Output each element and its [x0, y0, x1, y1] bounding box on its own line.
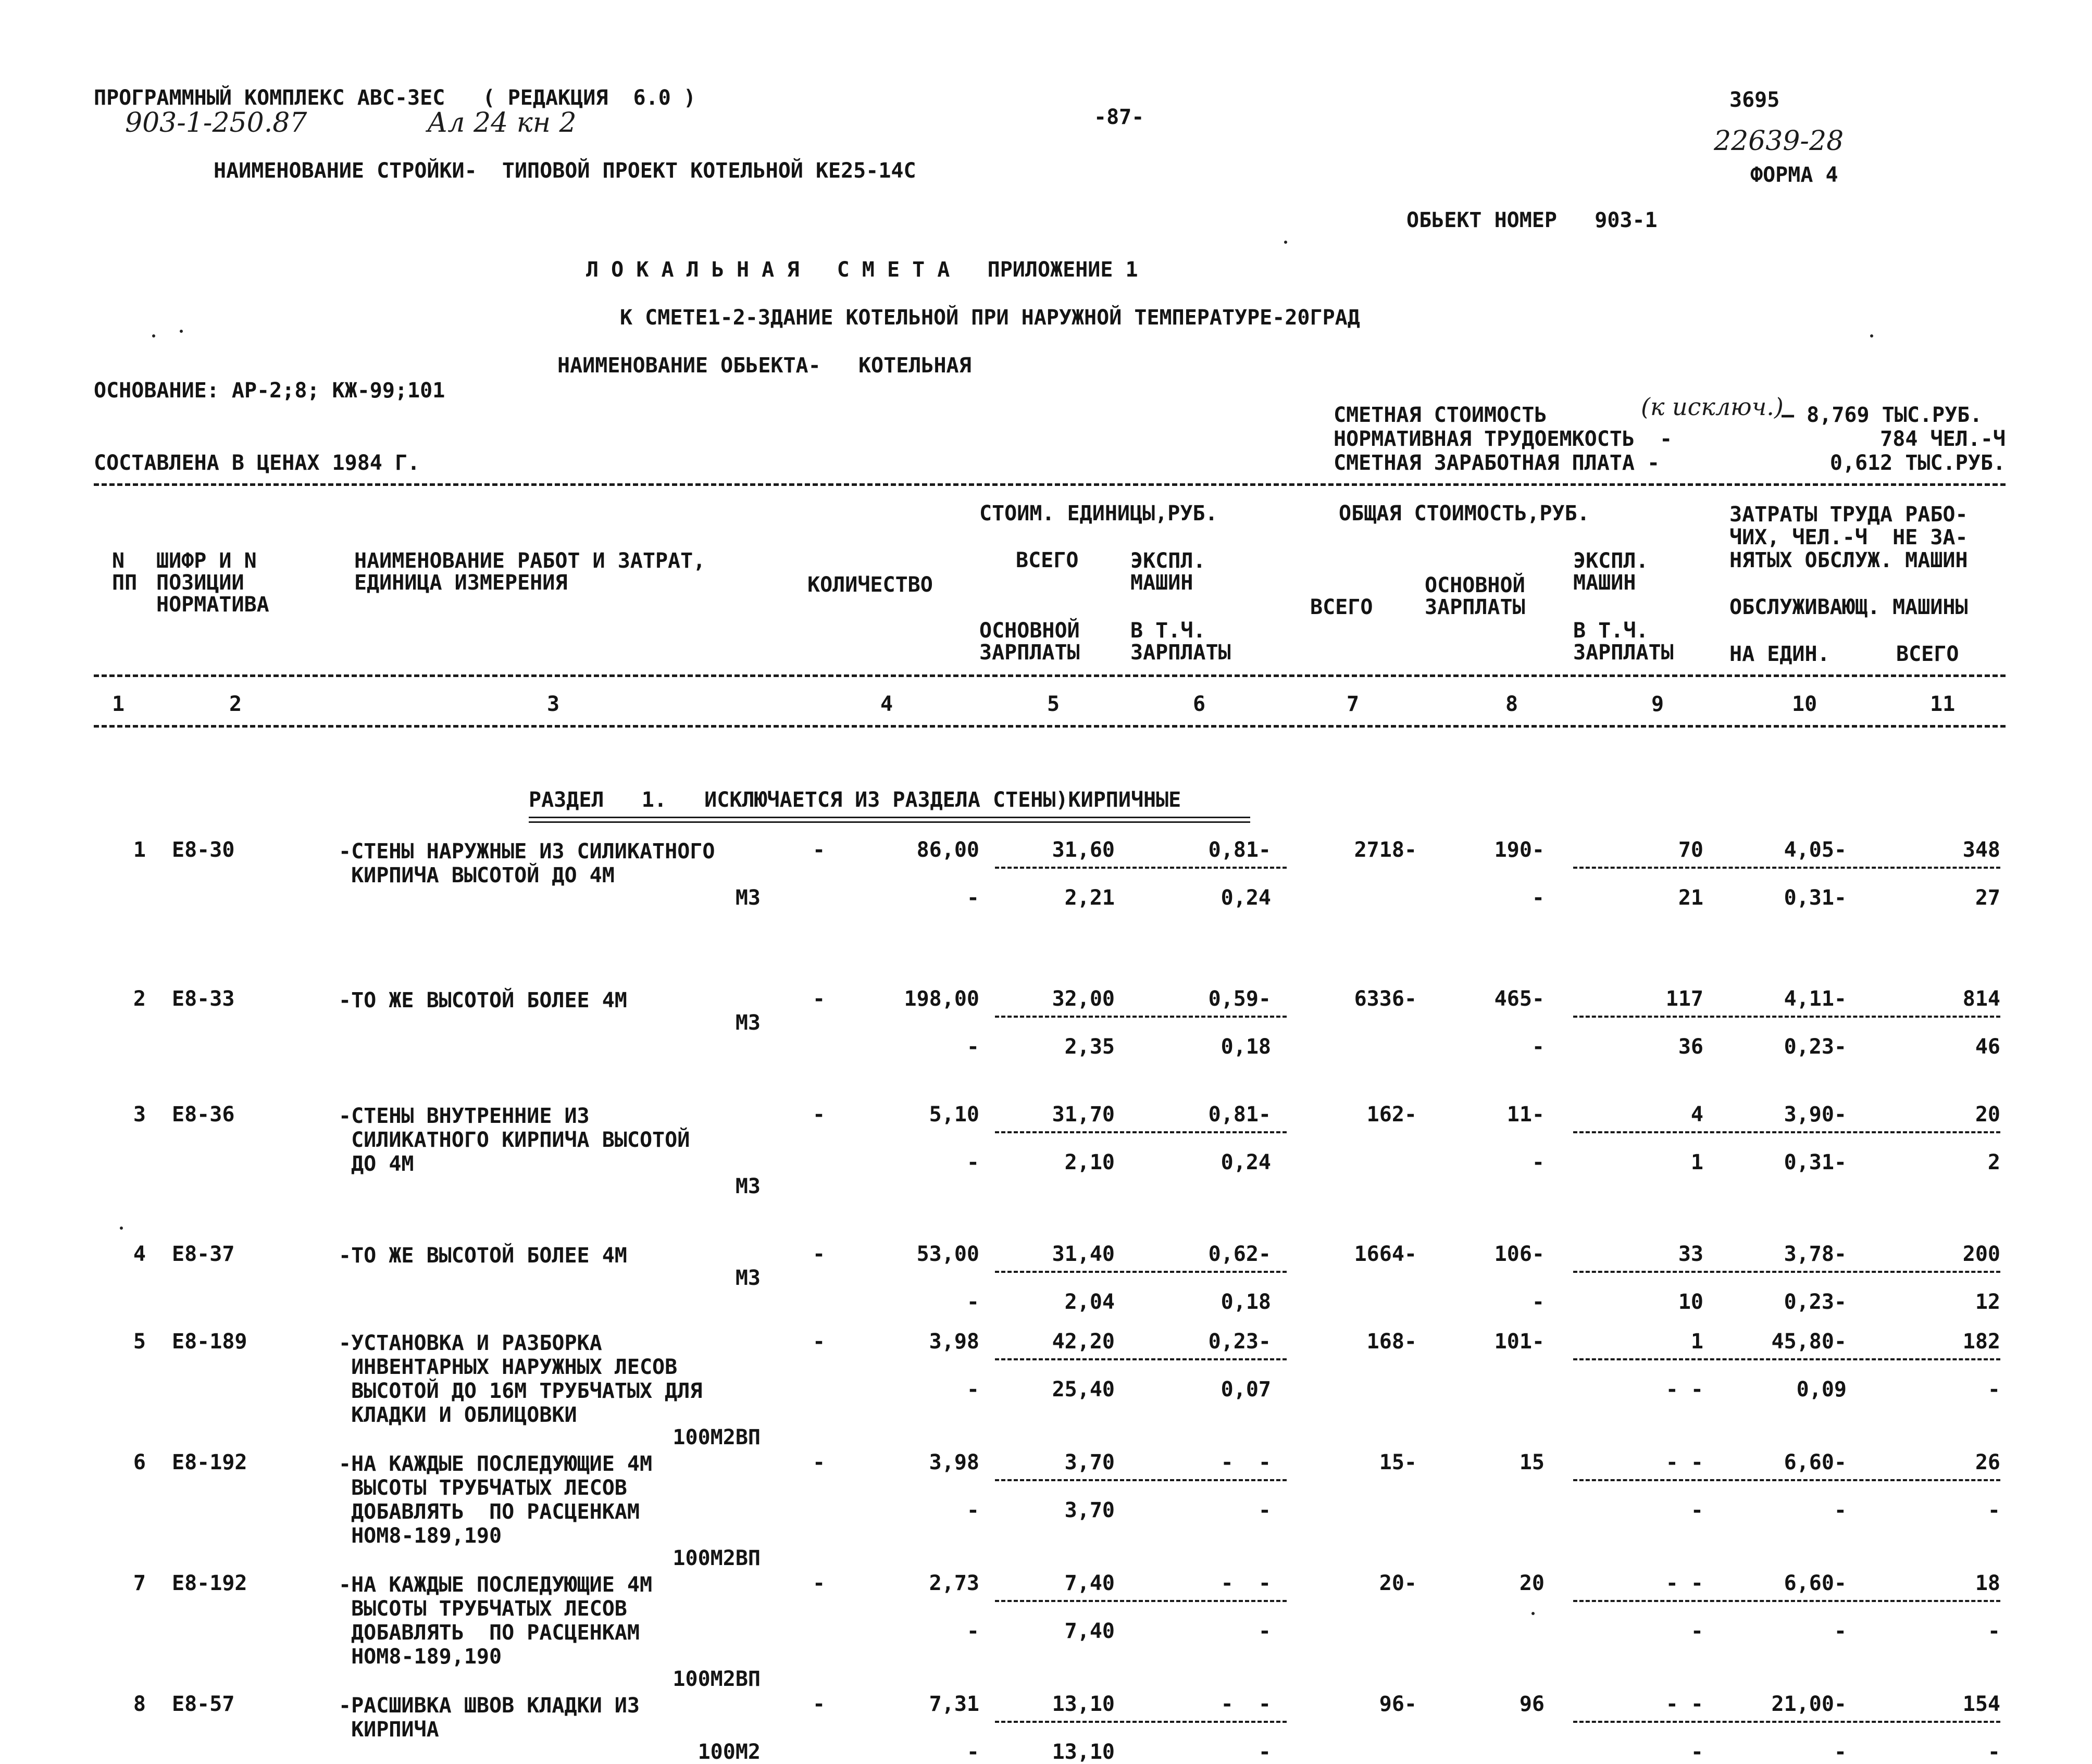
object-name: HAИMEHOBAHИE OБЬEKTA- KOTEЛЬHAЯ [557, 354, 972, 378]
cell-c5: 3,70 [1064, 1450, 1115, 1474]
cell-qty: 3,98 [929, 1330, 979, 1354]
row-unit: M3 [735, 1174, 761, 1198]
row-number: 2 [133, 987, 146, 1011]
cell-divider [995, 867, 1287, 869]
cell-divider [995, 1479, 1287, 1481]
column-number: 4 [880, 692, 893, 716]
cell-divider [995, 1358, 1287, 1360]
cell-qty: 7,31 [929, 1692, 979, 1716]
group-header-unit-cost: CTOИM. EДИHИЦЫ,PУБ. [979, 502, 1218, 526]
row-name: -CTEHЫ BHУTPEHHИE ИЗ CИЛИKATHOГO KИPПИЧA BЫCOTOЙ ДO 4M [339, 1104, 690, 1176]
cell-c9-2: 21 [1678, 886, 1703, 910]
header-rule-top [94, 483, 2006, 486]
column-number: 9 [1651, 692, 1664, 716]
cell-c11: 18 [1975, 1571, 2000, 1595]
col-header-code: ШИФP И N ПOЗИЦИИ HOPMATИBA [156, 549, 269, 617]
cell-divider [1573, 1016, 2000, 1018]
cell-c5-2: 2,04 [1064, 1290, 1115, 1314]
row-number: 5 [133, 1330, 146, 1354]
cell-c11-2: - [1987, 1378, 2000, 1402]
cell-c11-2: 12 [1975, 1290, 2000, 1314]
header-rule-mid [94, 674, 2006, 677]
basis-line: OCHOBAHИE: AP-2;8; KЖ-99;101 [94, 379, 445, 403]
column-number: 8 [1505, 692, 1518, 716]
column-number: 11 [1930, 692, 1956, 716]
row-unit: 100M2BП [673, 1667, 761, 1691]
column-number: 7 [1347, 692, 1360, 716]
row-code: E8-189 [172, 1330, 247, 1354]
construction-name: HAИMEHOBAHИE CTPOЙKИ- TИПOBOЙ ПPOEKT KOTEЛЬHOЙ KE25-14C [214, 159, 916, 183]
program-title: ПPOГPAMMHЫЙ KOMПЛEKC ABC-3EC ( PEДAKЦИЯ 6.0 ) [94, 86, 696, 110]
cell-divider [1573, 1358, 2000, 1360]
cell-c11: 200 [1962, 1242, 2000, 1266]
cell-c6-2: 0,24 [1221, 1150, 1271, 1174]
row-number: 6 [133, 1450, 146, 1474]
cell-divider [1573, 1271, 2000, 1273]
column-number: 6 [1193, 692, 1206, 716]
cell-c11-2: 46 [1975, 1035, 2000, 1059]
cell-c9: 4 [1690, 1103, 1703, 1127]
cell-c10-2: 0,23- [1784, 1290, 1847, 1314]
row-number: 1 [133, 838, 146, 862]
cell-c9-2: - [1690, 1740, 1703, 1764]
cell-c11-2: 2 [1987, 1150, 2000, 1174]
cell-c9: 117 [1665, 987, 1703, 1011]
row-code: E8-33 [172, 987, 235, 1011]
cell-c8: 465- [1494, 987, 1545, 1011]
row-name: -УCTAHOBKA И PAЗБOPKA ИHBEHTAPHЫX HAPУЖHЫX ЛECOB BЫCOTOЙ ДO 16M TPУБЧATЫX ДЛЯ KЛAДKИ И OБЛИЦOBKИ [339, 1331, 703, 1427]
cell-c9: - - [1665, 1571, 1703, 1595]
cell-qty-2: - [966, 886, 979, 910]
row-name: -TO ЖE BЫCOTOЙ БOЛEE 4M [339, 989, 627, 1012]
cell-c10: 6,60- [1784, 1450, 1847, 1474]
row-code: E8-37 [172, 1242, 235, 1266]
cell-qty-2: - [966, 1740, 979, 1764]
column-number: 5 [1047, 692, 1060, 716]
group-header-labor-bottom: OБCЛУЖИBAЮЩ. MAШИHЫ [1729, 595, 1968, 619]
row-name: -HA KAЖДЫE ПOCЛEДУЮЩИE 4M BЫCOTЫ TPУБЧATЫX ЛECOB ДOБABЛЯTЬ ПO PACЦEHKAM HOM8-189,190 [339, 1452, 653, 1548]
cell-qty: 53,00 [916, 1242, 979, 1266]
cell-divider [1573, 1600, 2000, 1602]
sheet-code: 3695 [1729, 88, 1780, 112]
cell-qty: 5,10 [929, 1103, 979, 1127]
cell-c10-2: - [1834, 1498, 1847, 1522]
cell-c5: 32,00 [1052, 987, 1115, 1011]
cell-c10: 21,00- [1771, 1692, 1847, 1716]
labor-label: HOPMATИBHAЯ TPУДOEMKOCTЬ - [1334, 427, 1673, 451]
row-number: 8 [133, 1692, 146, 1716]
cost-handwritten: (к исключ.) [1641, 393, 1784, 421]
cell-c9-2: - - [1665, 1378, 1703, 1402]
object-number: OБЬEKT HOMEP 903-1 [1406, 208, 1658, 232]
cell-c8: 106- [1494, 1242, 1545, 1266]
cell-c6-2: - [1258, 1619, 1271, 1643]
cell-c9: 70 [1678, 838, 1703, 862]
cell-c6: - - [1221, 1450, 1271, 1474]
cell-c6: 0,23- [1208, 1330, 1271, 1354]
group-header-total-cost: OБЩAЯ CTOИMOCTЬ,PУБ. [1339, 502, 1590, 526]
section-underline [529, 817, 1250, 823]
section-title: PA3ДEЛ 1. ИCKЛЮЧAETCЯ ИЗ PA3ДEЛA CTEHЫ)KИPПИЧHЫE [529, 788, 1181, 812]
col-header-8: OCHOBHOЙ 3APПЛATЫ [1425, 573, 1525, 619]
cell-c9: 1 [1690, 1330, 1703, 1354]
cell-c5-2: 7,40 [1064, 1619, 1115, 1643]
row-number: 3 [133, 1103, 146, 1127]
cell-divider [995, 1271, 1287, 1273]
cell-c10-2: 0,23- [1784, 1035, 1847, 1059]
cell-c10-2: 0,31- [1784, 886, 1847, 910]
cell-qty-2: - [966, 1035, 979, 1059]
cell-c5: 31,40 [1052, 1242, 1115, 1266]
cell-c11: 348 [1962, 838, 2000, 862]
col-header-10: HA EДИH. [1729, 642, 1830, 666]
cell-c9-2: 1 [1690, 1150, 1703, 1174]
handwritten-number: 22639-28 [1714, 126, 1844, 157]
cost-label: CMETHAЯ CTOИMOCTЬ [1334, 403, 1547, 427]
row-unit: M3 [735, 886, 761, 910]
handwritten-album: Ал 24 кн 2 [427, 107, 577, 139]
cell-c5-2: 3,70 [1064, 1498, 1115, 1522]
row-unit: 100M2BП [673, 1546, 761, 1570]
cell-qty: 198,00 [904, 987, 979, 1011]
row-dash-marker: - [813, 1330, 826, 1354]
cell-c5: 31,60 [1052, 838, 1115, 862]
form-label: ФOPMA 4 [1750, 163, 1838, 187]
cell-c9-2: - [1690, 1498, 1703, 1522]
col-header-quantity: KOЛИЧECTBO [807, 573, 933, 597]
cell-c6: 0,62- [1208, 1242, 1271, 1266]
cell-c11-2: - [1987, 1619, 2000, 1643]
cell-c11: 814 [1962, 987, 2000, 1011]
scan-speck [152, 334, 155, 337]
col-header-11: BCEГO [1896, 642, 1959, 666]
row-name: -PACШИBKA ШBOB KЛAДKИ ИЗ KИPПИЧA [339, 1694, 640, 1742]
cell-c8-2: - [1531, 1290, 1545, 1314]
cell-c11: 182 [1962, 1330, 2000, 1354]
cell-c7: 96- [1379, 1692, 1417, 1716]
cell-c9: - - [1665, 1450, 1703, 1474]
cell-c8: 15 [1519, 1450, 1545, 1474]
scan-speck [180, 330, 183, 333]
col-header-6-top: ЭKCПЛ. MAШИH [1130, 549, 1206, 595]
cell-c6: - - [1221, 1571, 1271, 1595]
column-number: 3 [547, 692, 560, 716]
cell-c11: 26 [1975, 1450, 2000, 1474]
header-rule-bottom [94, 725, 2006, 728]
estimate-title: Л O K A Л Ь H A Я C M E T A ПPИЛOЖEHИE 1 [586, 258, 1138, 282]
col-header-n: N ПП [112, 549, 138, 595]
cell-c9: - - [1665, 1692, 1703, 1716]
cell-c9-2: 10 [1678, 1290, 1703, 1314]
cell-c5: 13,10 [1052, 1692, 1115, 1716]
cell-qty: 86,00 [916, 838, 979, 862]
cell-c6-2: 0,24 [1221, 886, 1271, 910]
cell-c11-2: - [1987, 1498, 2000, 1522]
cell-c10-2: 0,31- [1784, 1150, 1847, 1174]
cell-c7: 1664- [1354, 1242, 1417, 1266]
col-header-7: BCEГO [1310, 595, 1373, 619]
cell-c5-2: 2,35 [1064, 1035, 1115, 1059]
cell-c6-2: 0,07 [1221, 1378, 1271, 1402]
row-unit: 100M2BП [673, 1425, 761, 1449]
cell-c10: 4,11- [1784, 987, 1847, 1011]
row-unit: M3 [735, 1011, 761, 1035]
row-number: 7 [133, 1571, 146, 1595]
cell-c11: 20 [1975, 1103, 2000, 1127]
cell-c7: 20- [1379, 1571, 1417, 1595]
cell-c8-2: - [1531, 886, 1545, 910]
estimate-subtitle: K CMETE1-2-3ДAHИE KOTEЛЬHOЙ ПPИ HAPУЖHOЙ TEMПEPATУPE-20ГPAД [620, 306, 1360, 330]
cell-divider [995, 1600, 1287, 1602]
cell-qty-2: - [966, 1378, 979, 1402]
cell-c6: 0,81- [1208, 1103, 1271, 1127]
row-dash-marker: - [813, 1450, 826, 1474]
scan-speck [1531, 1612, 1535, 1615]
column-number: 2 [229, 692, 242, 716]
cell-qty-2: - [966, 1150, 979, 1174]
cell-c7: 168- [1366, 1330, 1417, 1354]
column-number: 10 [1792, 692, 1817, 716]
scan-speck [120, 1227, 123, 1230]
cell-c7: 15- [1379, 1450, 1417, 1474]
cell-c6: 0,81- [1208, 838, 1271, 862]
cell-c5: 42,20 [1052, 1330, 1115, 1354]
cell-c11: 154 [1962, 1692, 2000, 1716]
cell-c7: 6336- [1354, 987, 1417, 1011]
wage-value: 0,612 TЫC.PУБ. [1829, 451, 2006, 475]
cell-divider [1573, 1131, 2000, 1133]
wage-label: CMETHAЯ 3APAБOTHAЯ ПЛATA - [1334, 451, 1660, 475]
cell-c10-2: 0,09 [1796, 1378, 1847, 1402]
row-dash-marker: - [813, 1103, 826, 1127]
cell-c10-2: - [1834, 1619, 1847, 1643]
cell-c8: 20 [1519, 1571, 1545, 1595]
col-header-5-top: BCEГO [1016, 548, 1079, 572]
row-dash-marker: - [813, 838, 826, 862]
cell-c10: 4,05- [1784, 838, 1847, 862]
cell-c6-2: - [1258, 1740, 1271, 1764]
row-name: -HA KAЖДЫE ПOCЛEДУЮЩИE 4M BЫCOTЫ TPУБЧATЫX ЛECOB ДOБABЛЯTЬ ПO PACЦEHKAM HOM8-189,190 [339, 1573, 653, 1669]
row-dash-marker: - [813, 987, 826, 1011]
cell-c9: 33 [1678, 1242, 1703, 1266]
row-dash-marker: - [813, 1242, 826, 1266]
cell-qty-2: - [966, 1619, 979, 1643]
cell-c8-2: - [1531, 1035, 1545, 1059]
row-code: E8-192 [172, 1571, 247, 1595]
column-number: 1 [112, 692, 125, 716]
scan-speck [1284, 241, 1287, 244]
cell-c10: 3,90- [1784, 1103, 1847, 1127]
col-header-9-top: ЭKCПЛ. MAШИH [1573, 549, 1649, 595]
cell-c8: 96 [1519, 1692, 1545, 1716]
row-unit: M3 [735, 1266, 761, 1290]
cell-divider [995, 1131, 1287, 1133]
row-number: 4 [133, 1242, 146, 1266]
cell-c8-2: - [1531, 1150, 1545, 1174]
cell-c8: 101- [1494, 1330, 1545, 1354]
page-number: -87- [1094, 105, 1144, 129]
cell-divider [1573, 1479, 2000, 1481]
cell-c7: 2718- [1354, 838, 1417, 862]
row-name: -CTEHЫ HAPУЖHЫE ИЗ CИЛИKATHOГO KИPПИЧA BЫCOTOЙ ДO 4M [339, 840, 715, 887]
col-header-9-bottom: B T.Ч. 3APПЛATЫ [1573, 619, 1674, 665]
cost-value: – 8,769 TЫC.PУБ. [1782, 403, 1983, 427]
row-code: E8-57 [172, 1692, 235, 1716]
row-code: E8-30 [172, 838, 235, 862]
row-name: -TO ЖE BЫCOTOЙ БOЛEE 4M [339, 1244, 627, 1268]
row-unit: 100M2 [698, 1740, 761, 1764]
cell-c11-2: - [1987, 1740, 2000, 1764]
cell-c6: 0,59- [1208, 987, 1271, 1011]
cell-c5-2: 2,21 [1064, 886, 1115, 910]
cell-c5-2: 13,10 [1052, 1740, 1115, 1764]
cell-qty: 3,98 [929, 1450, 979, 1474]
col-header-6-bottom: B T.Ч. 3APПЛATЫ [1130, 619, 1231, 665]
cell-c5-2: 2,10 [1064, 1150, 1115, 1174]
row-code: E8-36 [172, 1103, 235, 1127]
cell-c8: 190- [1494, 838, 1545, 862]
cell-c10: 45,80- [1771, 1330, 1847, 1354]
cell-c10: 3,78- [1784, 1242, 1847, 1266]
labor-value: 784 ЧEЛ.-Ч [1880, 427, 2006, 451]
cell-c9-2: - [1690, 1619, 1703, 1643]
cell-c6: - - [1221, 1692, 1271, 1716]
cell-c10: 6,60- [1784, 1571, 1847, 1595]
col-header-name: HAИMEHOBAHИE PAБOT И 3ATPAT, EДИHИЦA ИЗMEPEHИЯ [354, 549, 706, 595]
cell-c6-2: - [1258, 1498, 1271, 1522]
cell-c5: 7,40 [1064, 1571, 1115, 1595]
cell-qty: 2,73 [929, 1571, 979, 1595]
cell-c9-2: 36 [1678, 1035, 1703, 1059]
cell-divider [1573, 1721, 2000, 1723]
cell-divider [995, 1016, 1287, 1018]
cell-c10-2: - [1834, 1740, 1847, 1764]
cell-c8: 11- [1506, 1103, 1545, 1127]
cell-c5: 31,70 [1052, 1103, 1115, 1127]
row-dash-marker: - [813, 1571, 826, 1595]
handwritten-project: 903-1-250.87 [125, 107, 307, 139]
cell-c6-2: 0,18 [1221, 1290, 1271, 1314]
cell-c5-2: 25,40 [1052, 1378, 1115, 1402]
cell-qty-2: - [966, 1498, 979, 1522]
group-header-labor: 3ATPATЫ TPУДA PAБO- ЧИX, ЧEЛ.-Ч HE 3A- HЯTЫX OБCЛУЖ. MAШИH [1729, 503, 1968, 572]
cell-divider [995, 1721, 1287, 1723]
cell-c11-2: 27 [1975, 886, 2000, 910]
row-code: E8-192 [172, 1450, 247, 1474]
col-header-5-bottom: OCHOBHOЙ 3APПЛATЫ [979, 619, 1080, 665]
scan-speck [1870, 334, 1873, 337]
cell-divider [1573, 867, 2000, 869]
cell-c6-2: 0,18 [1221, 1035, 1271, 1059]
cell-qty-2: - [966, 1290, 979, 1314]
row-dash-marker: - [813, 1692, 826, 1716]
prices-line: COCTABЛEHA B ЦEHAX 1984 Г. [94, 451, 420, 475]
cell-c7: 162- [1366, 1103, 1417, 1127]
